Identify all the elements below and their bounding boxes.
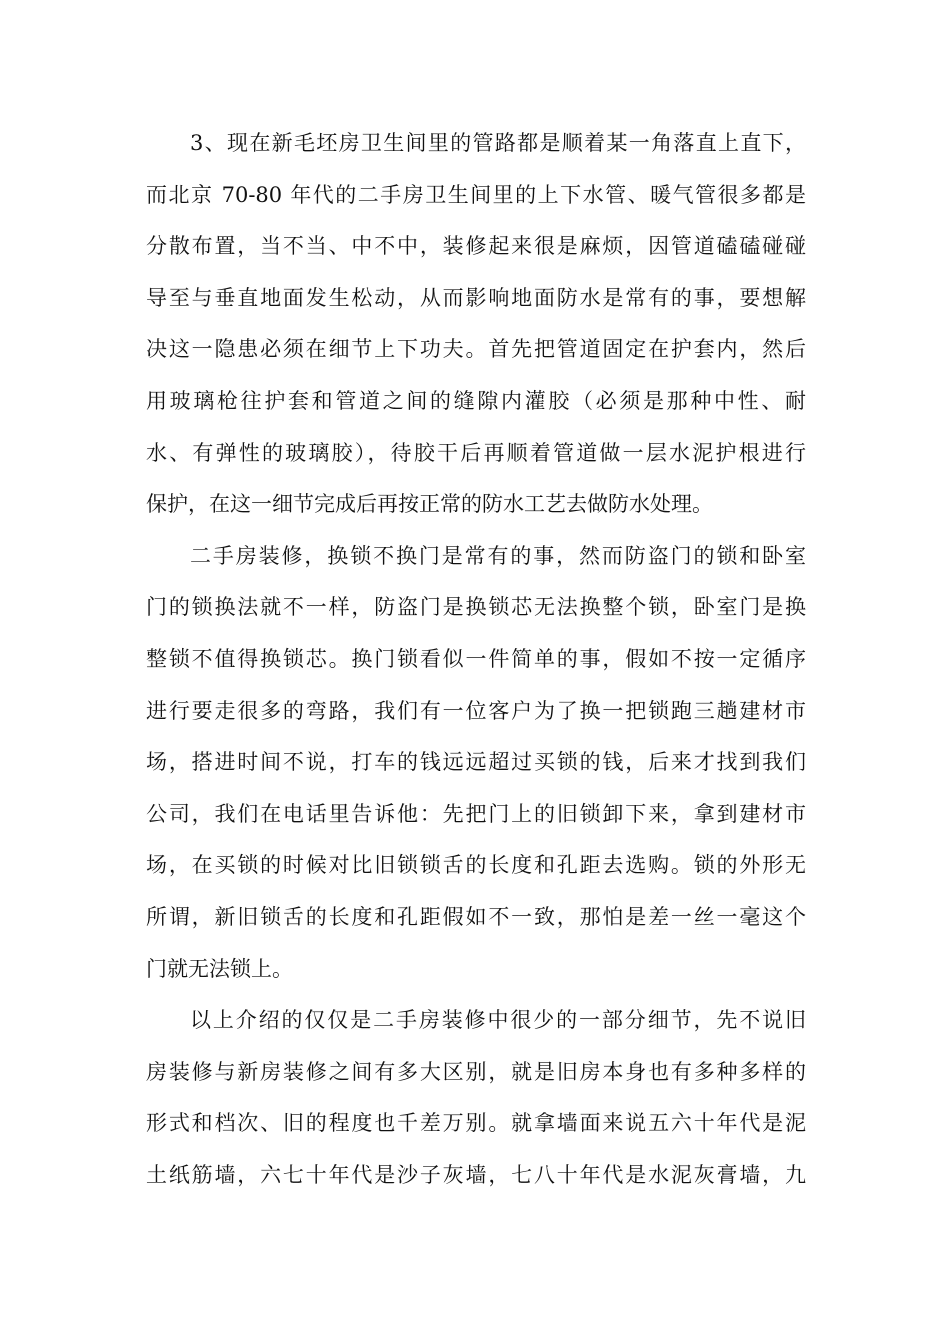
paragraph-line: 整锁不值得换锁芯。换门锁看似一件简单的事，假如不按一定循序 bbox=[146, 646, 806, 671]
paragraph-line: 门的锁换法就不一样，防盗门是换锁芯无法换整个锁，卧室门是换 bbox=[146, 595, 806, 620]
paragraph-renovation-summary bbox=[146, 995, 806, 1201]
paragraph-line: 场，搭进时间不说，打车的钱远远超过买锁的钱，后来才找到我们 bbox=[146, 750, 806, 775]
paragraph-lock-replacement bbox=[146, 531, 806, 995]
paragraph-line: 土纸筋墙，六七十年代是沙子灰墙，七八十年代是水泥灰膏墙，九 bbox=[146, 1162, 806, 1187]
paragraph-line: 决这一隐患必须在细节上下功夫。首先把管道固定在护套内，然后 bbox=[146, 337, 806, 362]
paragraph-line: 3、现在新毛坯房卫生间里的管路都是顺着某一角落直上直下， bbox=[190, 131, 806, 155]
paragraph-pipe-fixing bbox=[146, 118, 806, 531]
paragraph-line: 场，在买锁的时候对比旧锁锁舌的长度和孔距去选购。锁的外形无 bbox=[146, 853, 806, 878]
paragraph-line: 以上介绍的仅仅是二手房装修中很少的一部分细节，先不说旧 bbox=[190, 1008, 806, 1033]
paragraph-line: 二手房装修，换锁不换门是常有的事，然而防盗门的锁和卧室 bbox=[190, 543, 806, 568]
paragraph-line: 分散布置，当不当、中不中，装修起来很是麻烦，因管道磕磕碰碰 bbox=[146, 234, 806, 259]
paragraph-line: 形式和档次、旧的程度也千差万别。就拿墙面来说五六十年代是泥 bbox=[146, 1111, 806, 1136]
paragraph-line: 进行要走很多的弯路，我们有一位客户为了换一把锁跑三趟建材市 bbox=[146, 698, 806, 723]
paragraph-line: 用玻璃枪往护套和管道之间的缝隙内灌胶（必须是那种中性、耐 bbox=[146, 388, 806, 413]
paragraph-line: 所谓，新旧锁舌的长度和孔距假如不一致，那怕是差一丝一毫这个 bbox=[146, 904, 806, 929]
paragraph-line: 保护，在这一细节完成后再按正常的防水工艺去做防水处理。 bbox=[146, 492, 713, 517]
paragraph-line: 而北京 70-80 年代的二手房卫生间里的上下水管、暖气管很多都是 bbox=[146, 182, 806, 207]
paragraph-line: 公司，我们在电话里告诉他：先把门上的旧锁卸下来，拿到建材市 bbox=[146, 801, 806, 826]
document-body bbox=[146, 118, 806, 1201]
paragraph-line: 水、有弹性的玻璃胶），待胶干后再顺着管道做一层水泥护根进行 bbox=[146, 440, 806, 465]
paragraph-line: 房装修与新房装修之间有多大区别，就是旧房本身也有多种多样的 bbox=[146, 1059, 806, 1084]
paragraph-line: 门就无法锁上。 bbox=[146, 956, 293, 981]
paragraph-line: 导至与垂直地面发生松动，从而影响地面防水是常有的事，要想解 bbox=[146, 285, 806, 310]
